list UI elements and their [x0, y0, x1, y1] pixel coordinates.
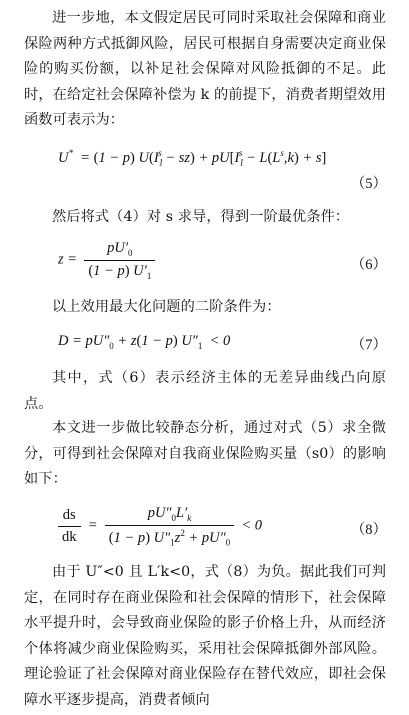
equation-7-number: （7） — [350, 337, 387, 353]
fraction-eq6: $\frac{pU'_0}{(1 - p) U'_1}$ — [84, 240, 155, 281]
equation-6-number: （6） — [350, 257, 387, 273]
equation-6: z = $\frac{pU'_0}{(1 - p) U'_1}$ — [58, 240, 388, 281]
equation-8-number: （8） — [350, 522, 387, 538]
paragraph-3: 以上效用最大化问题的二阶条件为： — [52, 299, 281, 315]
equation-5: U* = (1 − p) $U(I_1^s - sz) + pU[I_1^s - L(L^s,k) + s]$ — [58, 148, 327, 168]
paragraph-4: 其中，式（6）表示经济主体的无差异曲线凸向原点。 — [24, 370, 386, 412]
equation-8: $\frac{ds}{dk}$ = $\frac{pU''_0L'_k}{(1 - p) U''_1z^2 + pU''_0}$ < 0 — [58, 505, 388, 548]
fraction-ds-dk: $\frac{ds}{dk}$ — [58, 507, 81, 546]
equation-5-number: （5） — [350, 176, 387, 192]
paragraph-2: 然后将式（4）对 s 求导，得到一阶最优条件： — [52, 209, 350, 225]
paragraph-5: 本文进一步做比较静态分析，通过对式（5）求全微分，可得到社会保障对自我商业保险购买量（s0）的影响如下： — [24, 420, 386, 488]
paragraph-1: 进一步地，本文假定居民可同时采取社会保障和商业保险两种方式抵御风险，居民可根据自身需要决定商业保险的购买份额，以补足社会保障对风险抵御的不足。此时，在给定社会保障补偿为 k 的前提下，消费者期望效用函数可表示为： — [24, 10, 386, 129]
fraction-eq8: $\frac{pU''_0L'_k}{(1 - p) U''_1z^2 + pU''_0}$ — [105, 505, 234, 548]
paragraph-6: 由于 U″<0 且 L′k<0，式（8）为负。据此我们可判定，在同时存在商业保险和社会保障的情形下，社会保障水平提升时，会导致商业保险的影子价格上升，从而经济个体将减少商业保险购买，采用社会保障抵御外部风险。理论验证了社会保障对商业保险存在替代效应，即社会保障水平逐步提高，消费者倾向 — [24, 564, 386, 708]
equation-7: $D = pU''_0 + z(1 - p) U''_1 < 0$ — [58, 333, 231, 351]
